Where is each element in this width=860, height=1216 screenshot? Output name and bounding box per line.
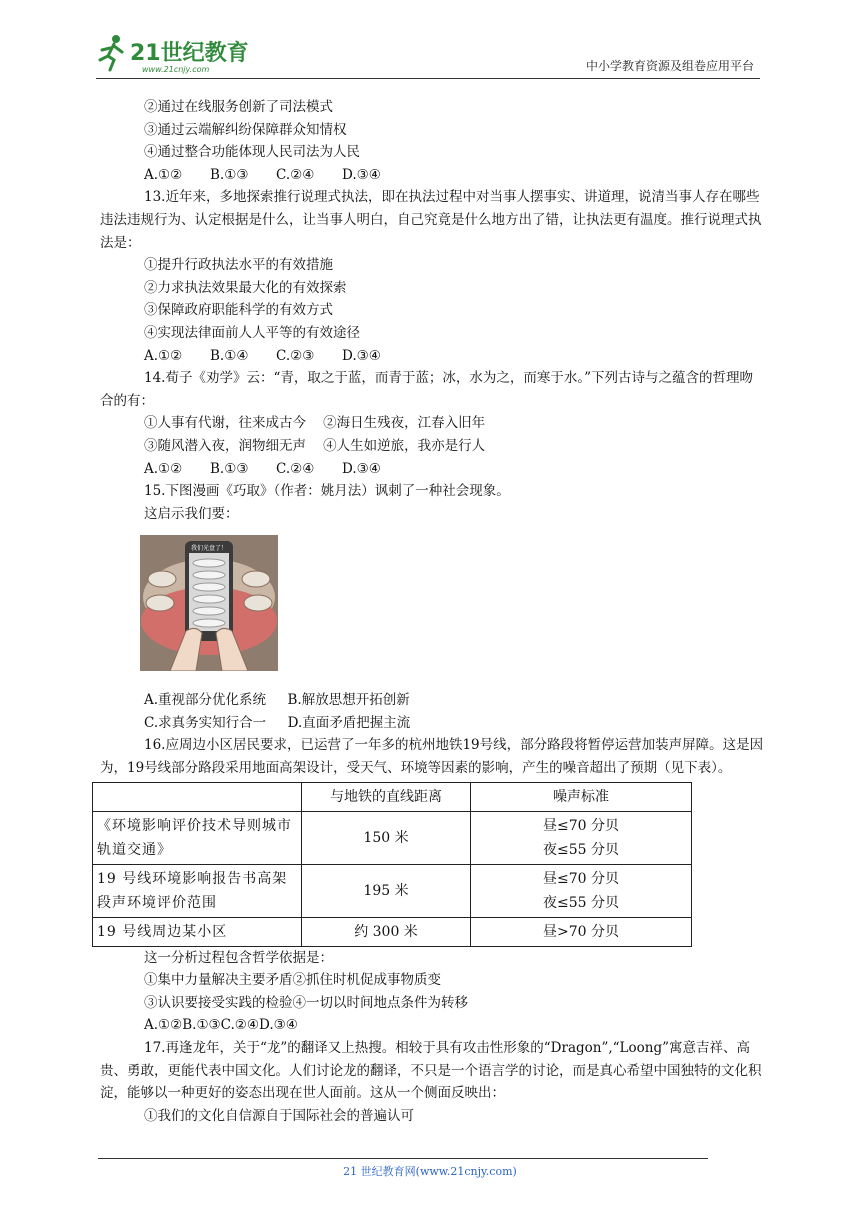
- row-distance: 约 300 米: [302, 917, 471, 946]
- q15-options-row-1: A.重视部分优化系统 B.解放思想开拓创新: [144, 692, 410, 709]
- footer-rule: [98, 1158, 708, 1159]
- table-row: [93, 811, 692, 864]
- q14-options-row-1: ①人事有代谢，往来成古今 ②海日生残夜，江春入旧年: [144, 415, 486, 432]
- header-cell-distance: 与地铁的直线距离: [302, 782, 471, 811]
- q13-stem: 13.近年来，多地探索推行说理式执法，即在执法过程中对当事人摆事实、讲道理，说清当事人存在哪些违法违规行为、认定根据是什么，让当事人明白，自己究竟是什么地方出了错，让执法更有温度。推行说理式执法是：: [100, 189, 762, 251]
- platform-name: 中小学教育资源及组卷应用平台: [585, 59, 754, 73]
- cartoon-caption: 我们光盘了！: [190, 545, 228, 553]
- q13-option-3: ③保障政府职能科学的有效方式: [144, 302, 333, 319]
- page-header: [96, 30, 760, 79]
- q14-options-row-2: ③随风潜入夜，润物细无声 ④人生如逆旅，我亦是行人: [144, 437, 486, 454]
- row-distance: 150 米: [302, 811, 471, 864]
- q13-choices: A.①② B.①④ C.②③ D.③④: [144, 347, 381, 364]
- logo-url: www.21cnjy.com: [142, 65, 210, 74]
- q12-option-2: ②通过在线服务创新了司法模式: [144, 99, 333, 115]
- q16-options-3-4: ③认识要接受实践的检验④一切以时间地点条件为转移: [144, 994, 468, 1011]
- row-name: 《环境影响评价技术导则城市轨道交通》: [93, 811, 302, 864]
- q15-stem: 15.下图漫画《巧取》（作者：姚月法）讽刺了一种社会现象。: [144, 483, 510, 500]
- logo-text: 21世纪教育: [130, 41, 249, 66]
- q14-stem: 14.荀子《劝学》云：“青，取之于蓝，而青于蓝；冰，水为之，而寒于水。”下列古诗与之蕴含的哲理吻合的有：: [100, 370, 754, 409]
- table-header-row: [93, 782, 692, 811]
- site-logo: [96, 30, 266, 76]
- q17-option-1: ①我们的文化自信源自于国际社会的普遍认可: [144, 1107, 414, 1124]
- q15-options-row-2: C.求真务实知行合一 D.直面矛盾把握主流: [144, 714, 411, 731]
- q16-choices: A.①②B.①③C.②④D.③④: [144, 1017, 298, 1034]
- q13-option-2: ②力求执法效果最大化的有效探索: [144, 279, 347, 296]
- noise-table: [92, 782, 692, 947]
- header-cell-standard: 噪声标准: [471, 782, 692, 811]
- q16-stem: 16.应周边小区居民要求，已运营了一年多的杭州地铁19号线，部分路段将暂停运营加装声屏障。这是因为，19号线部分路段采用地面高架设计，受天气、环境等因素的影响，产生的噪音超出了预期（见下表）。: [100, 737, 764, 777]
- cartoon-image: [140, 535, 278, 671]
- q13-option-4: ④实现法律面前人人平等的有效途径: [144, 324, 360, 341]
- q17-stem: 17.再逢龙年，关于“龙”的翻译又上热搜。相较于具有攻击性形象的“Dragon”,“Loong”寓意吉祥、高贵、勇敢，更能代表中国文化。人们讨论龙的翻译，不只是一个语言学的讨论，而是真心希望中国独特的文化积淀，能够以一种更好的姿态出现在世人面前。这从一个侧面反映出：: [100, 1040, 762, 1102]
- page-content: [97, 96, 765, 1127]
- q16-options-1-2: ①集中力量解决主要矛盾②抓住时机促成事物质变: [144, 972, 441, 989]
- table-row: [93, 864, 692, 917]
- header-cell-empty: [93, 782, 302, 811]
- q15-prompt: 这启示我们要：: [144, 505, 239, 522]
- runner-icon: [100, 35, 122, 70]
- row-distance: 195 米: [302, 864, 471, 917]
- q14-choices: A.①② B.①③ C.②④ D.③④: [144, 460, 381, 477]
- row-standard: 昼>70 分贝: [471, 917, 692, 946]
- row-name: 19 号线环境影响报告书高架段声环境评价范围: [93, 864, 302, 917]
- row-standard: 昼≤70 分贝 夜≤55 分贝: [471, 864, 692, 917]
- q16-after: 这一分析过程包含哲学依据是：: [144, 949, 333, 966]
- row-name: 19 号线周边某小区: [93, 917, 302, 946]
- q12-choices: A.①② B.①③ C.②④ D.③④: [144, 166, 381, 183]
- q13-option-1: ①提升行政执法水平的有效措施: [144, 257, 333, 274]
- footer-text: 21 世纪教育网(www.21cnjy.com): [343, 1165, 517, 1178]
- q12-option-3: ③通过云端解纠纷保障群众知情权: [144, 121, 347, 138]
- row-standard: 昼≤70 分贝 夜≤55 分贝: [471, 811, 692, 864]
- table-row: [93, 917, 692, 946]
- q12-option-4: ④通过整合功能体现人民司法为人民: [144, 144, 360, 161]
